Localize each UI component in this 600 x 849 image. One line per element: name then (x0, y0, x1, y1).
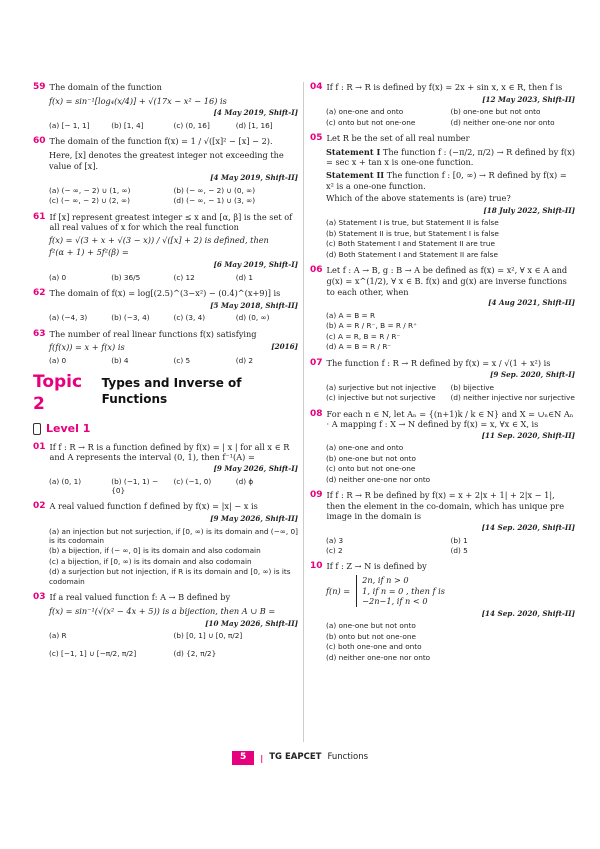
options: (a) A = B = R (b) A = R / R⁻, B = R / R⁺ (c) A = R, B = R / R⁻ (d) A = B = R / R⁻ (326, 310, 417, 352)
page-footer (0, 751, 600, 765)
footer-separator: | (260, 752, 264, 763)
options: (a) 3 (b) 1 (c) 2 (d) 5 (326, 535, 468, 555)
mobile-icon (33, 423, 41, 435)
options: (a) (0, 1) (b) (−1, 1) − {0} (c) (−1, 0) (d) ϕ (49, 476, 254, 495)
options: (a) one-one and onto (b) one-one but not onto (c) onto but not one-one (d) neither one-one nor onto (326, 107, 555, 127)
topic-heading: Topic 2 Types and Inverse of Functions (33, 372, 242, 415)
options: (a) one-one and onto (b) one-one but not onto (c) onto but not one-one (d) neither one-one nor onto (326, 443, 431, 484)
options: (a) Statement I is true, but Statement II is false (b) Statement II is true, but Statement I is false (c) Both Statement I and Statement II are true (d) Both Statement I and Statement II are false (326, 218, 499, 259)
footer-brand: TG EAPCET (269, 752, 322, 763)
left-column (33, 82, 298, 664)
question-60: 60 The domain of the function f(x) = 1 / √([x]² − [x] − 2). Here, [x] denotes the greatest integer not exceeding the value of [x]. [4 May 2019, Shift-II] (a) (− ∞, − 2) ∪ (1, ∞) (b) (− ∞, − 2) ∪ (0, ∞) (c) (− ∞, − 2) ∪ (2, ∞) (d) (− ∞, − 1) ∪ (3, ∞) (33, 136, 298, 206)
page-number: 5 (232, 751, 254, 765)
options: (a) 0 (b) 36/5 (c) 12 (d) 1 (49, 272, 254, 282)
question-09: 09 If f : R → R be defined by f(x) = x + 2|x + 1| + 2|x − 1|, then the element in the co-domain, which has unique pre image in the domain is [14 Sep. 2020, Shift-II] (a) 3 (b) 1 (c) 2 (d) 5 (310, 490, 575, 555)
question-02: 02 A real valued function f defined by f(x) = |x| − x is [9 May 2026, Shift-II] (a) an injection but not surjection, if [0, ∞) is its domain and (−∞, 0] is its codomain (b) a bijection, if (− ∞, 0] is its domain and also codomain (c) a bijection, if [0, ∞) is its domain and also codomain (d) a surjection but not injection, if R is its domain and [0, ∞) is its codomain (33, 501, 298, 586)
footer-subject: Functions (327, 752, 369, 763)
options: (a) an injection but not surjection, if [0, ∞) is its domain and (−∞, 0] is its codomain (b) a bijection, if (− ∞, 0] is its domain and also codomain (c) a bijection, if [0, ∞) is its domain and also codomain (d) a surjection but not injection, if R is its domain and [0, ∞) is its codomain (49, 526, 298, 586)
options: (a) surjective but not injective (b) bijective (c) injective but not surjective (d) neither injective nor surjective (326, 382, 575, 403)
question-01: 01 If f : R → R is a function defined by f(x) = | x | for all x ∈ R and A represents the interval (0, 1), then f⁻¹(A) = [9 May 2026, Shift-I] (a) (0, 1) (b) (−1, 1) − {0} (c) (−1, 0) (d) ϕ (33, 441, 298, 495)
options: (a) one-one but not onto (b) onto but not one-one (c) both one-one and onto (d) neither one-one nor onto (326, 621, 431, 662)
question-04: 04 If f : R → R is defined by f(x) = 2x + sin x, x ∈ R, then f is [12 May 2023, Shift-II] (a) one-one and onto (b) one-one but not onto (c) onto but not one-one (d) neither one-one nor onto (310, 82, 575, 127)
column-divider (303, 82, 304, 742)
question-05: 05 Let R be the set of all real number Statement I The function f : (−π/2, π/2) → R defined by f(x) = sec x + tan x is one-one function. Statement II The function f : [0, ∞) → R defined by f(x) = x² is a one-one function. Which of the above statements is (are) true? [18 July 2022, Shift-II] (a) Statement I is true, but Statement II is false (b) Statement II is true, but Statement I is false (c) Both Statement I and Statement II are true (d) Both Statement I and Statement II are false (310, 133, 575, 259)
question-06: 06 Let f : A → B, g : B → A be defined as f(x) = x², ∀ x ∈ A and g(x) = x^(1/2), ∀ x ∈ B. f(x) and g(x) are inverse functions to each other, when [4 Aug 2021, Shift-II] (a) A = B = R (b) A = R / R⁻, B = R / R⁺ (c) A = R, B = R / R⁻ (d) A = B = R / R⁻ (310, 265, 575, 352)
question-07: 07 The function f : R → R defined by f(x) = x / √(1 + x²) is [9 Sep. 2020, Shift-I] (a) surjective but not injective (b) bijective (c) injective but not surjective (d) neither injective nor surjective (310, 357, 575, 403)
question-61: 61 If [x] represent greatest integer ≤ x and [α, β] is the set of all real values of x for which the real function f(x) = √(3 + x + √(3 − x)) / √([x] + 2) is defined, then f²(α + 1) + 5f²(β) = [6 May 2019, Shift-I] (a) 0 (b) 36/5 (c) 12 (d) 1 (33, 211, 298, 282)
options: (a) R (b) [0, 1] ∪ [0, π/2] (c) [−1, 1] ∪ [−π/2, π/2] (d) {2, π/2} (49, 631, 243, 658)
options: (a) 0 (b) 4 (c) 5 (d) 2 (49, 355, 254, 365)
right-column (310, 82, 575, 668)
question-59: 59 The domain of the function f(x) = sin⁻¹[log₄(x/4)] + √(17x − x² − 16) is [4 May 2019, Shift-I] (a) [− 1, 1] (b) [1, 4] (c) (0, 16] (d) [1, 16] (33, 82, 298, 130)
options: (a) (− ∞, − 2) ∪ (1, ∞) (b) (− ∞, − 2) ∪ (0, ∞) (c) (− ∞, − 2) ∪ (2, ∞) (d) (− ∞, − 1) ∪ (3, ∞) (49, 185, 256, 206)
question-62: 62 The domain of f(x) = log[(2.5)^(3−x²) − (0.4)^(x+9)] is [5 May 2018, Shift-II] (a) (−4, 3) (b) (−3, 4) (c) (3, 4) (d) (0, ∞) (33, 287, 298, 323)
question-63: 63 The number of real linear functions f(x) satisfying f(f(x)) = x + f(x) is [2016] (a) 0 (b) 4 (c) 5 (d) 2 (33, 328, 298, 365)
options: (a) [− 1, 1] (b) [1, 4] (c) (0, 16] (d) [1, 16] (49, 120, 273, 130)
question-03: 03 If a real valued function f: A → B defined by f(x) = sin⁻¹(√(x² − 4x + 5)) is a bijection, then A ∪ B = [10 May 2026, Shift-II] (a) R (b) [0, 1] ∪ [0, π/2] (c) [−1, 1] ∪ [−π/2, π/2] (d) {2, π/2} (33, 592, 298, 658)
question-08: 08 For each n ∈ N, let Aₙ = {(n+1)k / k ∈ N} and X = ∪ₙ∈N Aₙ · A mapping f : X → N defined by f(x) = x, ∀x ∈ X, is [11 Sep. 2020, Shift-II] (a) one-one and onto (b) one-one but not onto (c) onto but not one-one (d) neither one-one nor onto (310, 408, 575, 484)
options: (a) (−4, 3) (b) (−3, 4) (c) (3, 4) (d) (0, ∞) (49, 313, 270, 323)
level-heading: Level 1 (33, 422, 298, 436)
question-10: 10 If f : Z → N is defined by f(n) = 2n, if n > 0 1, if n = 0 , then f is −2n−1, if n < 0 [14 Sep. 2020, Shift-II] (a) one-one but not onto (b) onto but not one-one (c) both one-one and onto (d) neither one-one nor onto (310, 561, 575, 662)
